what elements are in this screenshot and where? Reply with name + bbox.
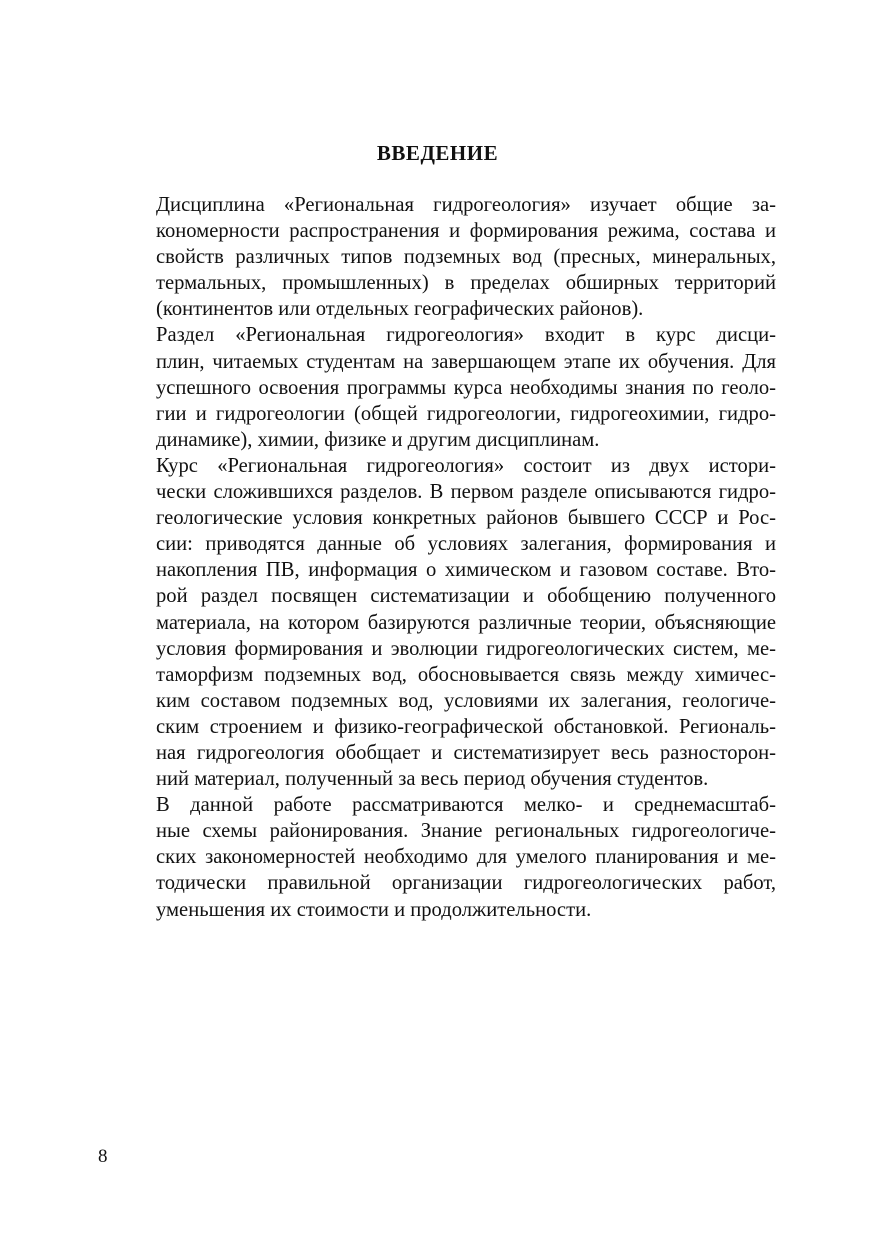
page-number: 8	[98, 1146, 108, 1167]
text-line: (континентов или отдельных географических районов).	[156, 298, 644, 321]
text-line: материала, на котором базируются различные теории, объясняющие	[156, 611, 776, 634]
text-line: ким составом подземных вод, условиями их залегания, геологиче-	[156, 689, 776, 712]
text-line: ний материал, полученный за весь период обучения студентов.	[156, 768, 709, 791]
text-line: сии: приводятся данные об условиях залегания, формирования и	[156, 533, 776, 556]
text-line: ских закономерностей необходимо для умелого планирования и ме-	[156, 846, 776, 869]
text-line: гии и гидрогеологии (общей гидрогеологии, гидрогеохимии, гидро-	[156, 402, 776, 425]
text-line: кономерности распространения и формирования режима, состава и	[156, 220, 776, 243]
text-line: чески сложившихся разделов. В первом разделе описываются гидро-	[156, 481, 776, 504]
text-line: условия формирования и эволюции гидрогеологических систем, ме-	[156, 637, 776, 660]
text-line: таморфизм подземных вод, обосновывается связь между химичес-	[156, 663, 776, 686]
text-line: ные схемы районирования. Знание региональных гидрогеологиче-	[156, 820, 776, 843]
text-line: В данной работе рассматриваются мелко- и среднемасштаб-	[156, 794, 776, 817]
paragraph-4	[98, 792, 776, 922]
text-line: ским строением и физико-географической обстановкой. Региональ-	[156, 715, 776, 738]
text-line: плин, читаемых студентам на завершающем этапе их обучения. Для	[156, 350, 776, 373]
page-title: ВВЕДЕНИЕ	[376, 141, 499, 165]
text-line: Раздел «Региональная гидрогеология» входит в курс дисци-	[156, 324, 776, 347]
page-body	[98, 192, 776, 923]
text-line: свойств различных типов подземных вод (пресных, минеральных,	[156, 246, 776, 269]
text-line: ная гидрогеология обобщает и систематизирует весь разносторон-	[156, 741, 776, 764]
paragraph-2	[98, 322, 776, 452]
text-line: Дисциплина «Региональная гидрогеология» изучает общие за-	[156, 194, 776, 216]
text-line: накопления ПВ, информация о химическом и газовом составе. Вто-	[156, 559, 776, 582]
text-line: тодически правильной организации гидрогеологических работ,	[156, 872, 776, 895]
text-line: Курс «Региональная гидрогеология» состоит из двух истори-	[156, 454, 776, 477]
text-line: успешного освоения программы курса необходимы знания по геоло-	[156, 376, 776, 399]
paragraph-1	[98, 192, 776, 322]
text-line: рой раздел посвящен систематизации и обобщению полученного	[156, 585, 776, 608]
text-line: динамике), химии, физике и другим дисциплинам.	[156, 428, 600, 451]
paragraph-3	[98, 453, 776, 792]
text-line: уменьшения их стоимости и продолжительности.	[156, 898, 592, 921]
text-line: геологические условия конкретных районов бывшего СССР и Рос-	[156, 507, 776, 530]
text-line: термальных, промышленных) в пределах обширных территорий	[156, 272, 776, 295]
